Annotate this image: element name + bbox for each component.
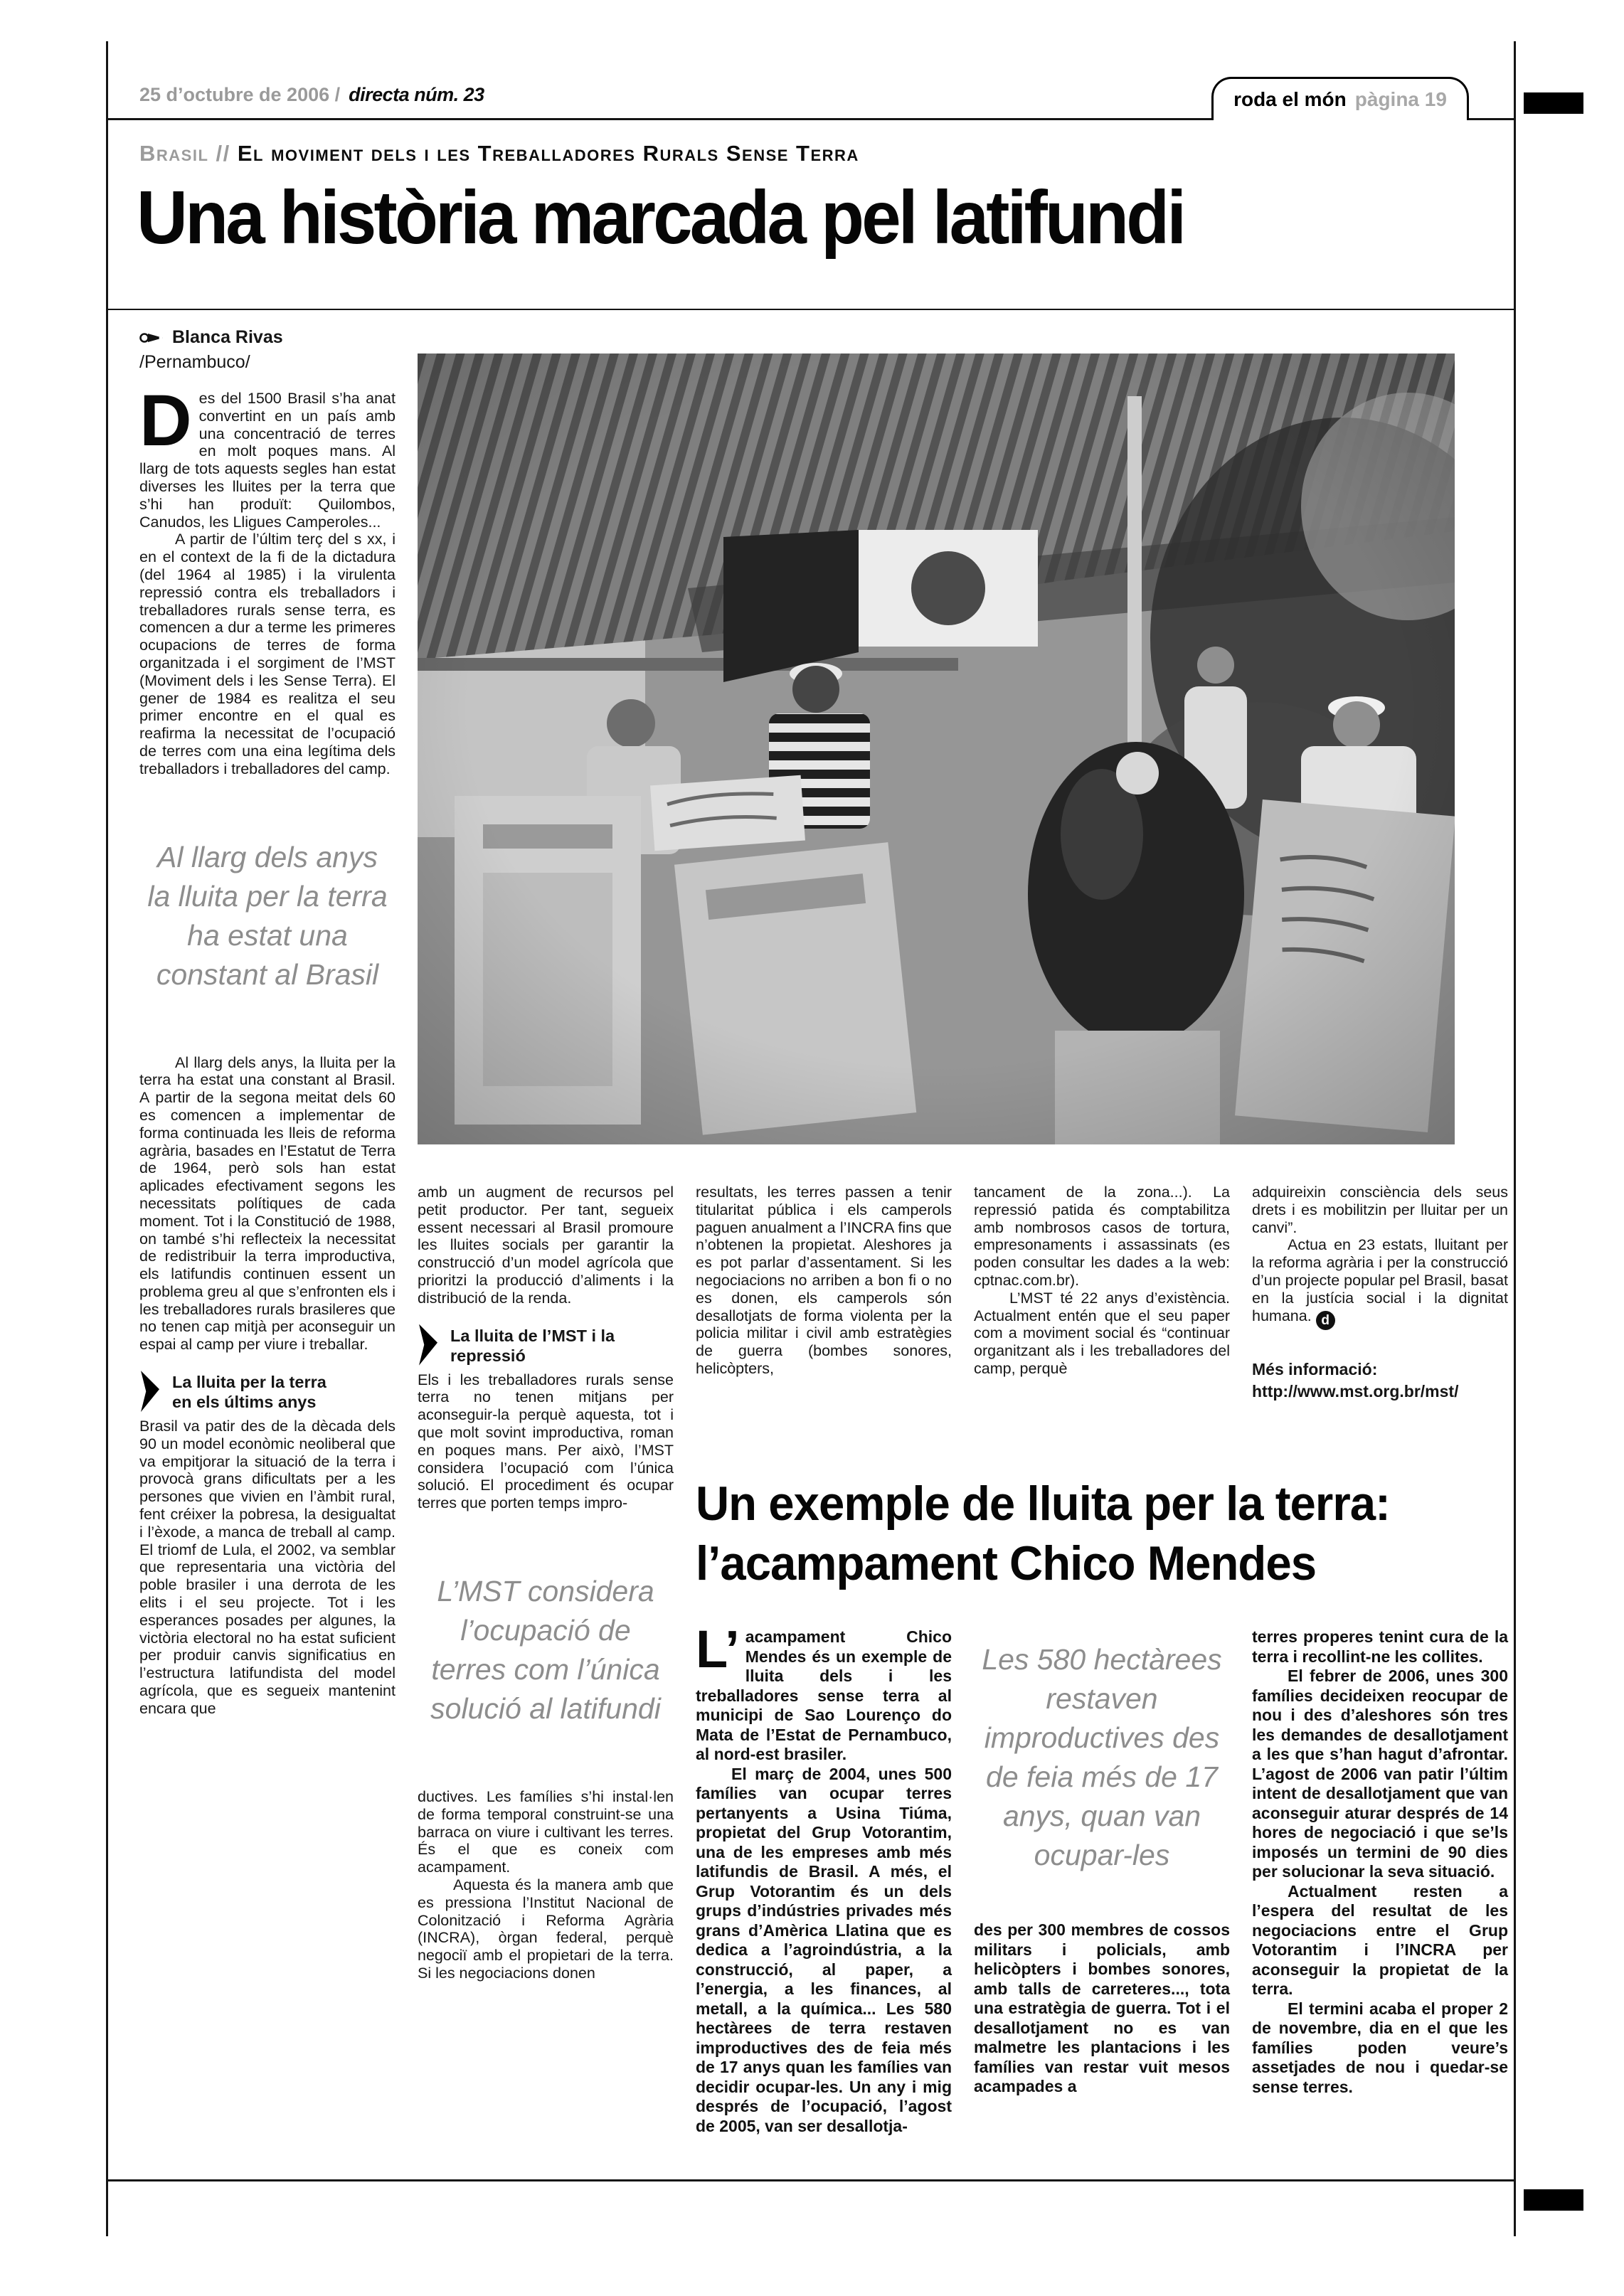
article2-colB (974, 1627, 1230, 2097)
masthead-brand: directa núm. 23 (349, 84, 484, 105)
arrow-marker-icon (141, 1371, 159, 1412)
issue-date: 25 d’octubre de 2006 / (139, 84, 341, 105)
paragraph (696, 1620, 952, 1765)
byline-place: /Pernambuco/ (139, 352, 250, 372)
subhead-line: en els últims anys (172, 1393, 317, 1412)
paragraph-text: acampament Chico Mendes és un exemple de lluita dels i les treballadores sense terra al municipi de Sao Lourenço do Mata de l’Estat de Pernambuco, al nord-est brasiler. (696, 1627, 952, 1763)
paragraph: amb un augment de recursos pel petit productor. Per tant, segueix essent necessari al Brasil promoure les lluites socials per garantir la construcció d’un model agrícola que prioritzi la producció d’aliments i la distribució de la renda. (418, 1184, 674, 1307)
paragraph: ductives. Les famílies s’hi instal·len de forma temporal construint-se una barraca on viure i cultivant les terres. És el que es coneix com acampament. (418, 1787, 674, 1876)
headline-rule (106, 309, 1516, 310)
page-number: pàgina 19 (1354, 88, 1447, 110)
kicker (139, 141, 859, 166)
section-tab (1211, 77, 1469, 120)
section-name: roda el món (1233, 88, 1347, 110)
secondary-headline (696, 1474, 1390, 1593)
paragraph: El febrer de 2006, unes 300 famílies decideixen reocupar de nou i des d’aleshores són tres les demandes de desallotjament a les que s’han hagut d’afrontar. L’agost de 2006 van patir l’últim intent de desallotjament que van aconseguir aturar després de 14 hores de negociació i que se’ls imposés un termini de 90 dies per solucionar la seva situació. (1252, 1667, 1508, 1881)
article1-col1 (139, 380, 396, 1718)
main-headline: Una història marcada pel latifundi (137, 176, 1184, 260)
paragraph-text: Actua en 23 estats, lluitant per la reforma agrària i per la construcció d’un projecte popular pel Brasil, basat en la justícia social i la dignitat humana. (1252, 1236, 1508, 1324)
paragraph-text: es del 1500 Brasil s’ha anat convertint en un país amb una concentració de terres en molt poques mans. Al llarg de tots aquests segles han estat diverses les lluites per la terra que s’hi han produït: Quilombos, Canudos, les Lligues Camperoles... (139, 390, 396, 531)
paragraph: Brasil va patir des de la dècada dels 90 un model econòmic neoliberal que va empitjorar la situació de la terra i provocà grans dificultats per a les persones que vivien en l’àmbit rural, fent créixer la pobresa, la desigualtat i l’èxode, a manca de treball al camp. El triomf de Lula, el 2002, va semblar que representaria una victòria del poble brasiler i una derrota de les elits i el seu projecte. Tot i les esperances posades per algunes, la victòria electoral no ha estat suficient per produir canvis significatius en l’estructura latifundista del model agrícola, que es segueix mantenint encara que (139, 1418, 396, 1717)
secondary-headline-line: l’acampament Chico Mendes (696, 1536, 1317, 1590)
crop-mark-bottom-right (1524, 2189, 1583, 2211)
arrow-marker-icon (419, 1324, 437, 1366)
byline (139, 327, 283, 373)
pull-quote: L’MST considera l’ocupació de terres com l’única solució al latifundi (430, 1574, 661, 1725)
article1-col2 (418, 1184, 674, 1982)
paragraph: adquireixin consciència dels seus drets i es mobilitzin per lluitar per un canvi”. (1252, 1184, 1508, 1236)
paragraph: Els i les treballadores rurals sense terra no tenen mitjans per aconseguir-la perquè aquesta, tot i que molt sovint improductiva, roman en poques mans. Per això, l’MST considera l’ocupació com l’única solució. El procediment és ocupar terres que porten temps impro- (418, 1371, 674, 1512)
kicker-separator: // (216, 141, 230, 166)
paragraph: Actualment resten a l’espera del resultat de les negociacions entre el Grup Votorantim i l’INCRA per aconseguir la propietat de la terra. (1252, 1881, 1508, 1998)
subhead-line: La lluita de l’MST i la repressió (450, 1326, 615, 1365)
more-info-url: http://www.mst.org.br/mst/ (1252, 1381, 1459, 1401)
page-header (139, 84, 484, 106)
paragraph: L’MST té 22 anys d’existència. Actualment entén que el seu paper com a moviment social és “continuar organitzant als i les treballadores del camp, perquè (974, 1289, 1230, 1377)
subhead (418, 1326, 674, 1366)
paragraph: resultats, les terres passen a tenir titularitat pública i els camperols paguen anualment a l’INCRA fins que n’obtenen la propietat. Aleshores ja es pot parlar d’assentament. Si les negociacions no arriben a bon fi o no es donen, els camperols són desallotjats de forma violenta per la policia militar i civil amb estratègies de guerra (bombes sonores, helicòpters, (696, 1184, 952, 1377)
directa-end-mark: d (1316, 1311, 1335, 1330)
paragraph: Al llarg dels anys, la lluita per la terra ha estat una constant al Brasil. A partir de la segona meitat dels 60 es comencen a implementar de forma continuada les lleis de reforma agrària, basades en l’Estatut de Terra de 1964, però sols han estat aplicades efectivament segons les necessitats polítiques de cada moment. Tot i la Constitució de 1988, on també s’hi reflecteix la necessitat de redistribuir la terra improductiva, els latifundis continuen essent un problema greu al que s’enfronten els i les treballadores rurals brasileres que no tenen cap mitjà per aconseguir un espai al camp per viure i treballar. (139, 1053, 396, 1354)
author-name: Blanca Rivas (172, 327, 283, 347)
more-info (1252, 1359, 1508, 1403)
paragraph: El març de 2004, unes 500 famílies van ocupar terres pertanyents a Usina Tiúma, propietat del Grup Votorantim, una de les empreses amb més latifundis de Brasil. A més, el Grup Votorantim és un dels grups d’indústries privades més grans d’Amèrica Llatina que es dedica a l’agroindústria, a la construcció, al paper, a l’energia, a les finances, al metall, a la química... Les 580 hectàrees de terra restaven improductives des de feia més de 17 anys quan les famílies van decidir ocupar-les. Un any i mig després de l’ocupació, l’agost de 2005, van ser desallotja- (696, 1764, 952, 2135)
paragraph: El termini acaba el proper 2 de novembre, dia en el que les famílies poden veure’s assetjades de nou i quedar-se sense terres. (1252, 1999, 1508, 2096)
right-page-rule (1514, 41, 1516, 2236)
more-info-label: Més informació: (1252, 1359, 1378, 1378)
article1-col3 (696, 1184, 952, 1378)
paragraph (139, 380, 396, 531)
paragraph: A partir de l’últim terç del s xx, i en el context de la fi de la dictadura (del 1964 al 1985) i la virulenta repressió contra els treballadors i treballadores rurals sense terra, es comencen a dur a terme les primeres ocupacions de terres de forma organitzada i el sorgiment de l’MST (Moviment dels i les Sense Terra). El gener de 1984 es realitza el seu primer encontre en el qual es reafirma la necessitat de l’ocupació de terres com una eina legítima dels treballadors i treballadores del camp. (139, 531, 396, 777)
paragraph: Aquesta és la manera amb que es pressiona l’Institut Nacional de Colonització i Reforma Agrària (INCRA), òrgan federal, perquè negociï amb el propietari de la terra. Si les negociacions donen (418, 1876, 674, 1982)
footer-rule (106, 2179, 1516, 2181)
paragraph (1252, 1236, 1508, 1329)
drop-cap: D (139, 380, 192, 461)
paragraph: tancament de la zona...). La repressió patida és comptabilitza amb nombrosos casos de tortura, empresonaments i assassinats (es poden consultar les dades a la web: cptnac.com.br). (974, 1184, 1230, 1289)
kicker-region: Brasil (139, 141, 209, 166)
pull-quote: Les 580 hectàrees restaven improductives des de feia més de 17 anys, quan van ocupar-les (982, 1643, 1222, 1871)
article2-colA (696, 1620, 952, 2136)
drop-cap: L’ (696, 1620, 740, 1679)
left-page-rule (106, 41, 108, 2236)
article1-col4 (974, 1184, 1230, 1378)
article2-colC (1252, 1627, 1508, 2097)
pen-icon (139, 330, 165, 346)
crop-mark-top-right (1524, 92, 1583, 114)
paragraph: terres properes tenint cura de la terra i recollint-ne les collites. (1252, 1627, 1508, 1666)
paragraph: des per 300 membres de cossos militars i policials, amb helicòpters i bombes sonores, amb talls de carreteres..., tota una estratègia de guerra. Tot i el desallotjament no es van malmetre les plantacions i les famílies van restar vuit mesos acampades a (974, 1920, 1230, 2095)
subhead (139, 1372, 396, 1412)
pull-quote: Al llarg dels anys la lluita per la terra ha estat una constant al Brasil (147, 840, 388, 991)
kicker-title: El moviment dels i les Treballadores Rurals Sense Terra (237, 141, 859, 166)
article-photo (418, 354, 1455, 1144)
secondary-headline-line: Un exemple de lluita per la terra: (696, 1477, 1390, 1531)
article1-col5 (1252, 1184, 1508, 1403)
subhead-line: La lluita per la terra (172, 1373, 327, 1392)
